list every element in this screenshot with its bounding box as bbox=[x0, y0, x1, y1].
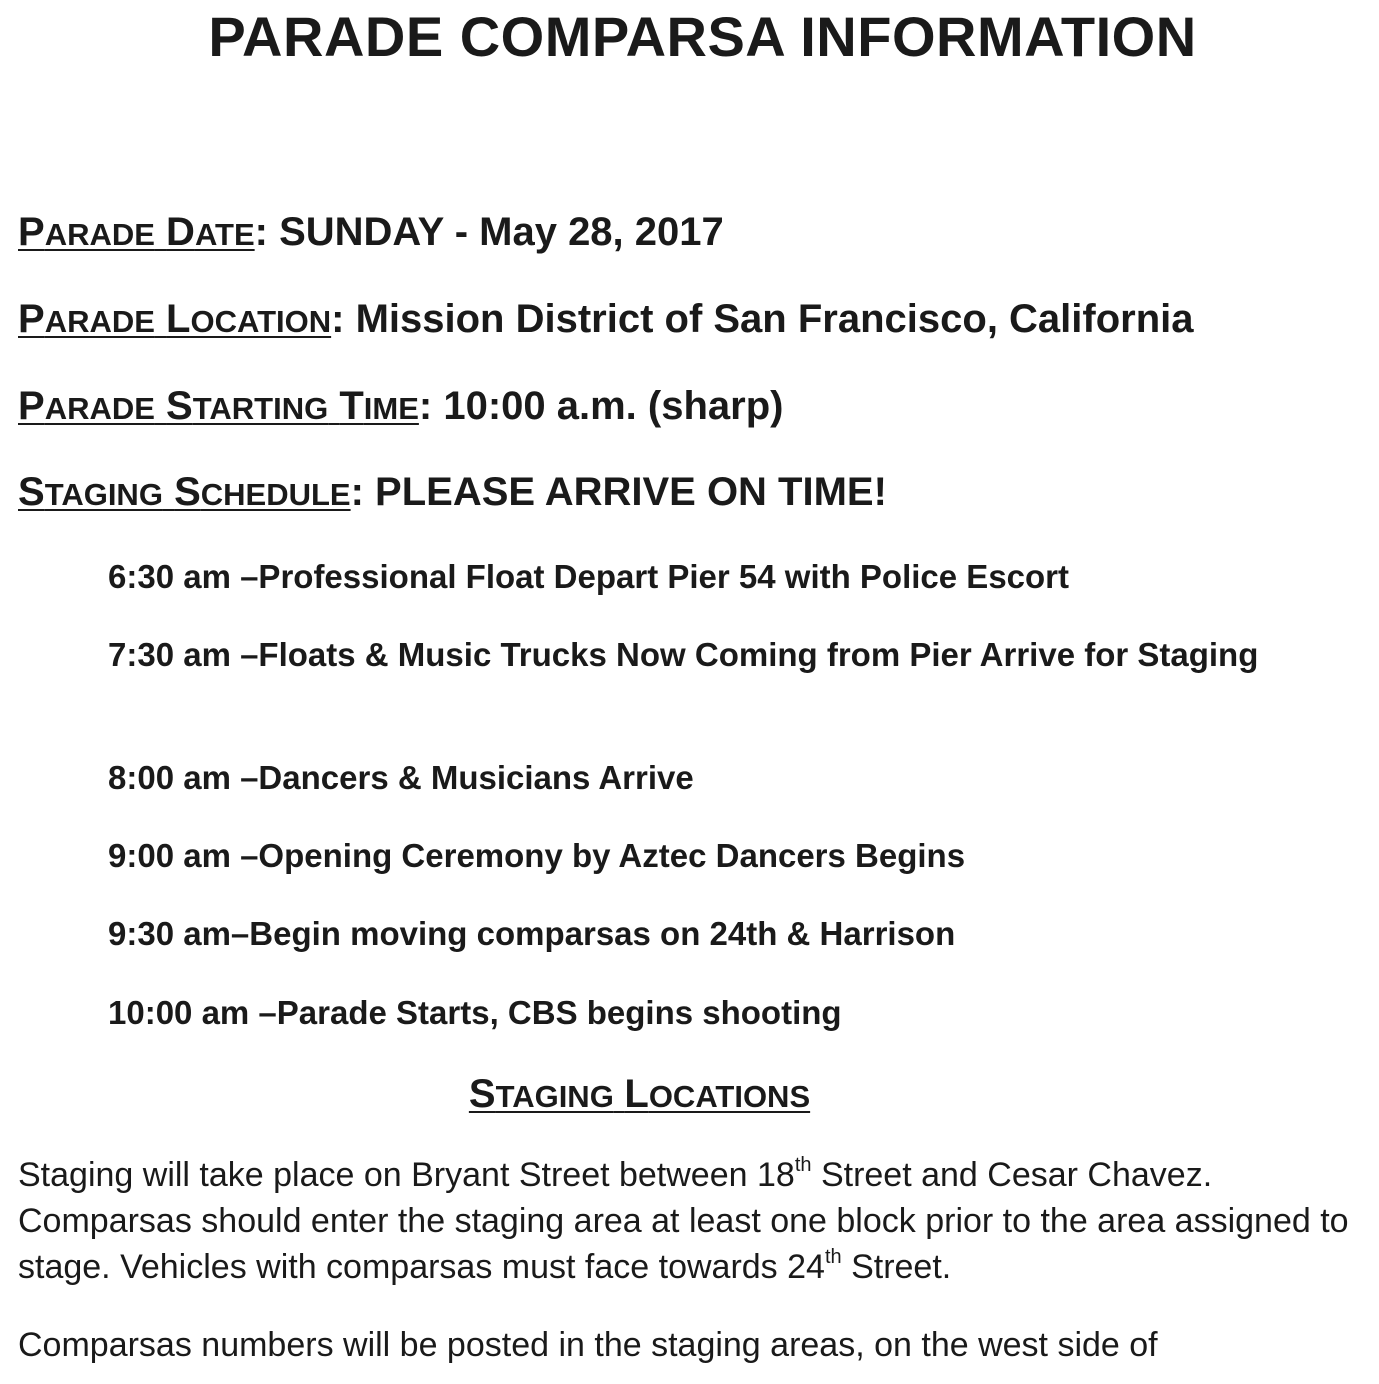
parade-location-value: Mission District of San Francisco, California bbox=[355, 297, 1194, 341]
parade-start-time-value: 10:00 a.m. (sharp) bbox=[443, 384, 784, 428]
staging-schedule-value: PLEASE ARRIVE ON TIME! bbox=[375, 470, 887, 514]
comparsas-numbers-paragraph: Comparsas numbers will be posted in the staging areas, on the west side of bbox=[18, 1326, 1158, 1364]
schedule-item: 8:00 am –Dancers & Musicians Arrive bbox=[108, 759, 694, 796]
staging-locations-heading: STAGING LOCATIONS bbox=[468, 1072, 811, 1116]
parade-location-label: PARADE LOCATION bbox=[18, 297, 332, 341]
staging-paragraph: Staging will take place on Bryant Street between 18th Street and Cesar Chavez. Comparsas should enter the staging area at least one block prior to the area assigned to stage. Vehicles with comparsas must face towards 24th Street. bbox=[18, 1154, 1349, 1286]
parade-date-field: PARADE DATE: SUNDAY - May 28, 2017 bbox=[18, 210, 724, 254]
schedule-item: 9:00 am –Opening Ceremony by Aztec Dancers Begins bbox=[108, 837, 966, 874]
staging-schedule-field: STAGING SCHEDULE: PLEASE ARRIVE ON TIME! bbox=[18, 470, 887, 514]
parade-date-label: PARADE DATE bbox=[18, 210, 255, 254]
staging-schedule-label: STAGING SCHEDULE bbox=[18, 470, 351, 514]
schedule-item: 6:30 am –Professional Float Depart Pier 54 with Police Escort bbox=[108, 558, 1070, 595]
page-title: PARADE COMPARSA INFORMATION bbox=[208, 5, 1197, 68]
parade-start-time-label: PARADE STARTING TIME bbox=[18, 384, 419, 428]
parade-location-field: PARADE LOCATION: Mission District of San Francisco, California bbox=[18, 297, 1194, 341]
schedule-item: 7:30 am –Floats & Music Trucks Now Coming from Pier Arrive for Staging bbox=[108, 636, 1259, 673]
parade-start-time-field: PARADE STARTING TIME: 10:00 a.m. (sharp) bbox=[18, 384, 784, 428]
schedule-item: 9:30 am–Begin moving comparsas on 24th & Harrison bbox=[108, 915, 956, 952]
parade-date-value: SUNDAY - May 28, 2017 bbox=[279, 210, 724, 254]
schedule-item: 10:00 am –Parade Starts, CBS begins shooting bbox=[108, 994, 842, 1031]
